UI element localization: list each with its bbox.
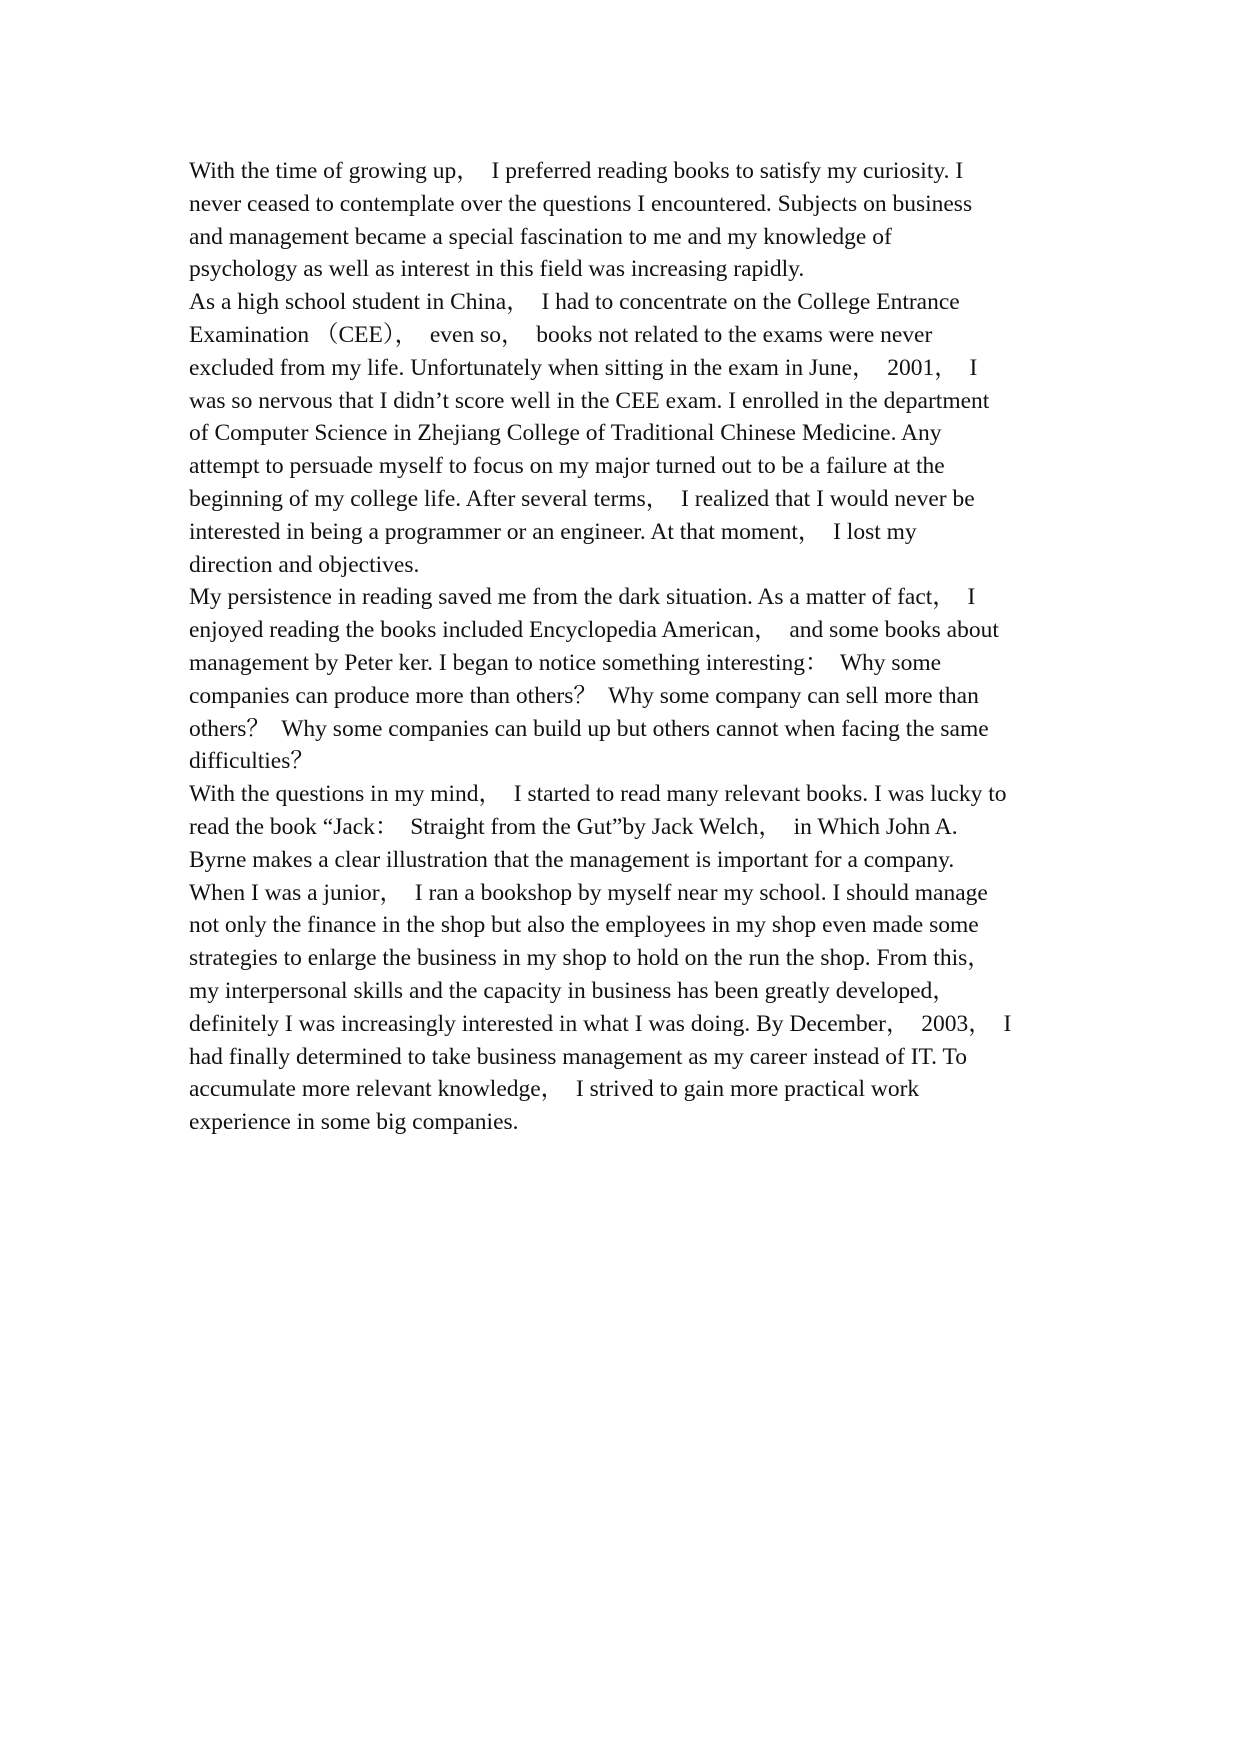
text-line: definitely I was increasingly interested in what I was doing. By December， 2003， I (189, 1010, 1012, 1037)
text-line: never ceased to contemplate over the questions I encountered. Subjects on business (189, 190, 973, 217)
text-line: When I was a junior， I ran a bookshop by myself near my school. I should manage (189, 879, 988, 906)
text-line: management by Peter ker. I began to notice something interesting： Why some (189, 649, 942, 676)
text-line: interested in being a programmer or an engineer. At that moment， I lost my (189, 518, 917, 545)
text-line: attempt to persuade myself to focus on my major turned out to be a failure at the (189, 453, 945, 480)
text-line: With the questions in my mind， I started to read many relevant books. I was lucky to (189, 781, 1007, 808)
paragraph (189, 581, 1069, 778)
text-line: and management became a special fascination to me and my knowledge of (189, 223, 892, 250)
text-line: Byrne makes a clear illustration that the management is important for a company. (189, 846, 955, 873)
text-line: accumulate more relevant knowledge， I strived to gain more practical work (189, 1076, 920, 1103)
paragraph (189, 778, 1069, 1139)
text-line: experience in some big companies. (189, 1109, 519, 1136)
text-line: direction and objectives. (189, 551, 420, 578)
text-line: had finally determined to take business management as my career instead of IT. To (189, 1043, 967, 1070)
text-line: Examination （CEE）， even so， books not related to the exams were never (189, 321, 933, 348)
text-line: my interpersonal skills and the capacity in business has been greatly developed， (189, 977, 956, 1004)
text-line: As a high school student in China， I had to concentrate on the College Entrance (189, 289, 960, 316)
text-line: companies can produce more than others？ Why some company can sell more than (189, 682, 979, 709)
paragraph (189, 155, 1069, 286)
text-line: not only the finance in the shop but also the employees in my shop even made some (189, 912, 979, 939)
text-line: was so nervous that I didn’t score well in the CEE exam. I enrolled in the department (189, 387, 990, 414)
text-line: With the time of growing up， I preferred reading books to satisfy my curiosity. I (189, 158, 964, 184)
text-line: difficulties？ (189, 748, 314, 775)
text-line: psychology as well as interest in this field was increasing rapidly. (189, 256, 805, 283)
text-line: strategies to enlarge the business in my shop to hold on the run the shop. From this， (189, 945, 991, 972)
text-line: of Computer Science in Zhejiang College of Traditional Chinese Medicine. Any (189, 420, 942, 447)
text-line: others？ Why some companies can build up but others cannot when facing the same (189, 715, 989, 742)
paragraph (189, 286, 1069, 581)
text-line: read the book “Jack： Straight from the Gut”by Jack Welch， in Which John A. (189, 813, 958, 840)
text-line: excluded from my life. Unfortunately when sitting in the exam in June， 2001， I (189, 354, 978, 381)
essay-body (189, 155, 1069, 1139)
text-line: enjoyed reading the books included Encyclopedia American， and some books about (189, 617, 999, 644)
text-line: My persistence in reading saved me from the dark situation. As a matter of fact， I (189, 584, 976, 611)
text-line: beginning of my college life. After several terms， I realized that I would never be (189, 485, 975, 512)
